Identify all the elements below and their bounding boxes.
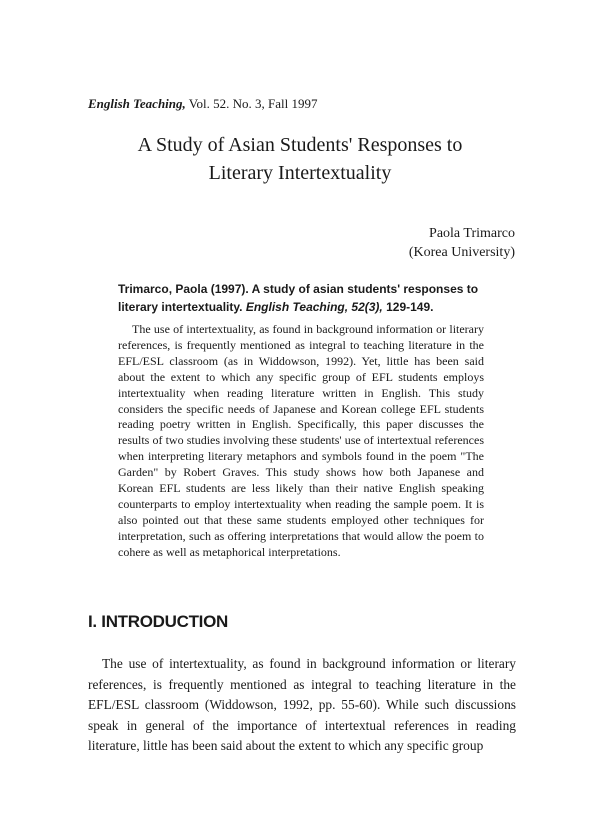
citation-prefix: Trimarco, Paola (1997). A study of asian students' responses to literary intertextuality. bbox=[118, 282, 479, 314]
paper-title bbox=[60, 131, 540, 187]
citation bbox=[118, 280, 488, 316]
author-affiliation: (Korea University) bbox=[408, 245, 515, 260]
introduction-paragraph: The use of intertextuality, as found in background information or literary references, is frequently mentioned as integral to teaching literature in the EFL/ESL classroom (Widdowson, 1992, pp. 55-60). While such discussions speak in general of the importance of intertextual references in reading literature, little has been said about the extent to which any specific group bbox=[88, 656, 516, 753]
paper-title-line-2: Literary Intertextuality bbox=[208, 162, 392, 184]
citation-pages: 129-149. bbox=[386, 300, 434, 314]
journal-header bbox=[88, 96, 317, 112]
journal-issue: Vol. 52. No. 3, Fall 1997 bbox=[188, 96, 318, 111]
author-block bbox=[409, 224, 515, 262]
abstract-paragraph: The use of intertextuality, as found in background information or literary references, is frequently mentioned as integral to teaching literature in the EFL/ESL classroom (as in Widdowson, 1992). Yet, little has been said about the extent to which any specific group of EFL students employs intertextuality when reading literature written in English. This study considers the specific needs of Japanese and Korean college EFL students reading poetry written in English. Specifically, this paper discusses the results of two studies involving these students' use of intertextual references when interpreting literary metaphors and symbols found in the poem "The Garden" by Robert Graves. This study shows how both Japanese and Korean EFL students are less likely than their native English speaking counterparts to employ intertextuality when reading the sample poem. It is also pointed out that these same students employed other techniques for interpretation, such as offering interpretations that would allow the poem to cohere as well as metaphorical interpretations. bbox=[118, 322, 484, 559]
citation-journal: English Teaching, 52(3), bbox=[245, 300, 383, 314]
author-name: Paola Trimarco bbox=[429, 226, 515, 241]
section-heading-introduction: I. INTRODUCTION bbox=[88, 612, 228, 631]
paper-title-line-1: A Study of Asian Students' Responses to bbox=[137, 134, 463, 156]
journal-name: English Teaching, bbox=[88, 96, 186, 111]
